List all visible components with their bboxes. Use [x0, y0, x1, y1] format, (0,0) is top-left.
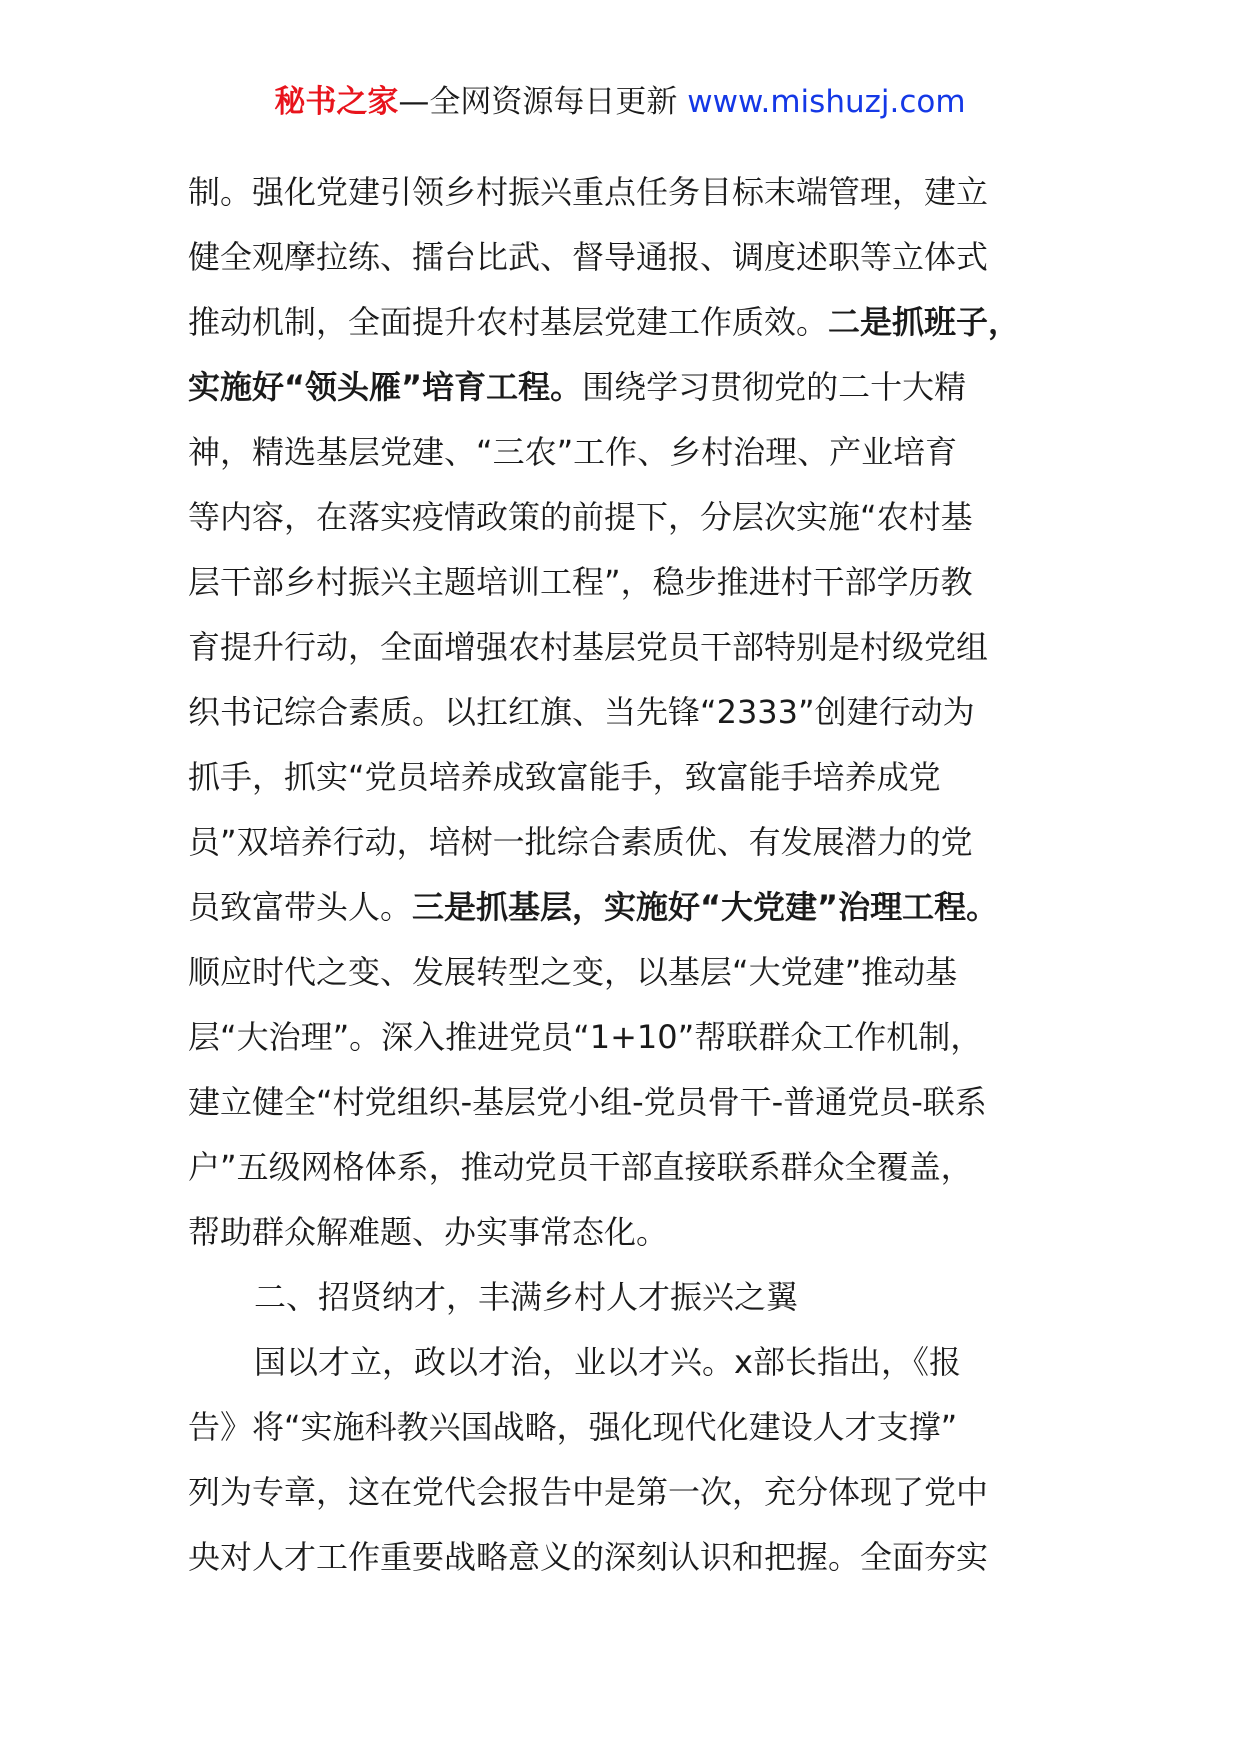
document-body: [188, 160, 1068, 1590]
page-header: [0, 80, 1240, 124]
text-line: [188, 420, 1068, 485]
text-line: [188, 485, 1068, 550]
text-line: [188, 810, 1068, 875]
text-run: 制。强化党建引领乡村振兴重点任务目标末端管理，建立: [188, 173, 989, 211]
text-run: 育提升行动，全面增强农村基层党员干部特别是村级党组: [188, 628, 989, 666]
text-run: 推动机制，全面提升农村基层党建工作质效。: [188, 303, 829, 341]
text-line: [188, 1330, 1068, 1395]
text-run: 层干部乡村振兴主题培训工程”，稳步推进村干部学历教: [188, 563, 973, 601]
text-line: [188, 680, 1068, 745]
text-line: [188, 1070, 1068, 1135]
text-run: 等内容，在落实疫情政策的前提下，分层次实施“农村基: [188, 498, 973, 536]
text-line: [188, 1525, 1068, 1590]
text-line: [188, 1135, 1068, 1200]
text-run: 抓手，抓实“党员培养成致富能手，致富能手培养成党: [188, 758, 941, 796]
text-line: [188, 1265, 1068, 1330]
text-line: [188, 940, 1068, 1005]
text-run: 建立健全“村党组织-基层党小组-党员骨干-普通党员-联系: [188, 1083, 987, 1121]
text-run: 员致富带头人。: [188, 888, 413, 926]
bold-text-run: 三是抓基层，实施好“大党建”治理工程。: [412, 888, 999, 926]
text-line: [188, 290, 1068, 355]
text-run: 列为专章，这在党代会报告中是第一次，充分体现了党中: [188, 1473, 989, 1511]
text-run: 顺应时代之变、发展转型之变，以基层“大党建”推动基: [188, 953, 958, 991]
site-tagline: —全网资源每日更新: [398, 84, 678, 120]
bold-text-run: 实施好“领头雁”培育工程。: [188, 368, 583, 406]
text-run: 帮助群众解难题、办实事常态化。: [188, 1213, 669, 1251]
text-run: 告》将“实施科教兴国战略，强化现代化建设人才支撑”: [188, 1408, 958, 1446]
text-line: [188, 1005, 1068, 1070]
text-line: [188, 745, 1068, 810]
text-run: 织书记综合素质。以扛红旗、当先锋“2333”创建行动为: [188, 693, 975, 731]
text-run: 围绕学习贯彻党的二十大精: [582, 368, 967, 406]
text-line: [188, 160, 1068, 225]
site-url[interactable]: www.mishuzj.com: [687, 84, 966, 120]
site-brand: 秘书之家: [274, 84, 399, 120]
text-run: 国以才立，政以才治，业以才兴。x部长指出，《报: [254, 1343, 961, 1381]
text-line: [188, 355, 1068, 420]
text-line: [188, 875, 1068, 940]
text-run: 员”双培养行动，培树一批综合素质优、有发展潜力的党: [188, 823, 973, 861]
text-run: 神，精选基层党建、“三农”工作、乡村治理、产业培育: [188, 433, 958, 471]
text-line: [188, 1460, 1068, 1525]
text-run: 层“大治理”。深入推进党员“1+10”帮联群众工作机制，: [188, 1018, 983, 1056]
bold-text-run: 二是抓班子，: [828, 303, 1021, 341]
text-run: 户”五级网格体系，推动党员干部直接联系群众全覆盖，: [188, 1148, 973, 1186]
text-line: [188, 225, 1068, 290]
text-run: 央对人才工作重要战略意义的深刻认识和把握。全面夯实: [188, 1538, 989, 1576]
text-line: [188, 550, 1068, 615]
text-line: [188, 1395, 1068, 1460]
text-line: [188, 1200, 1068, 1265]
text-line: [188, 615, 1068, 680]
text-run: 二、招贤纳才，丰满乡村人才振兴之翼: [254, 1278, 799, 1316]
text-run: 健全观摩拉练、擂台比武、督导通报、调度述职等立体式: [188, 238, 989, 276]
